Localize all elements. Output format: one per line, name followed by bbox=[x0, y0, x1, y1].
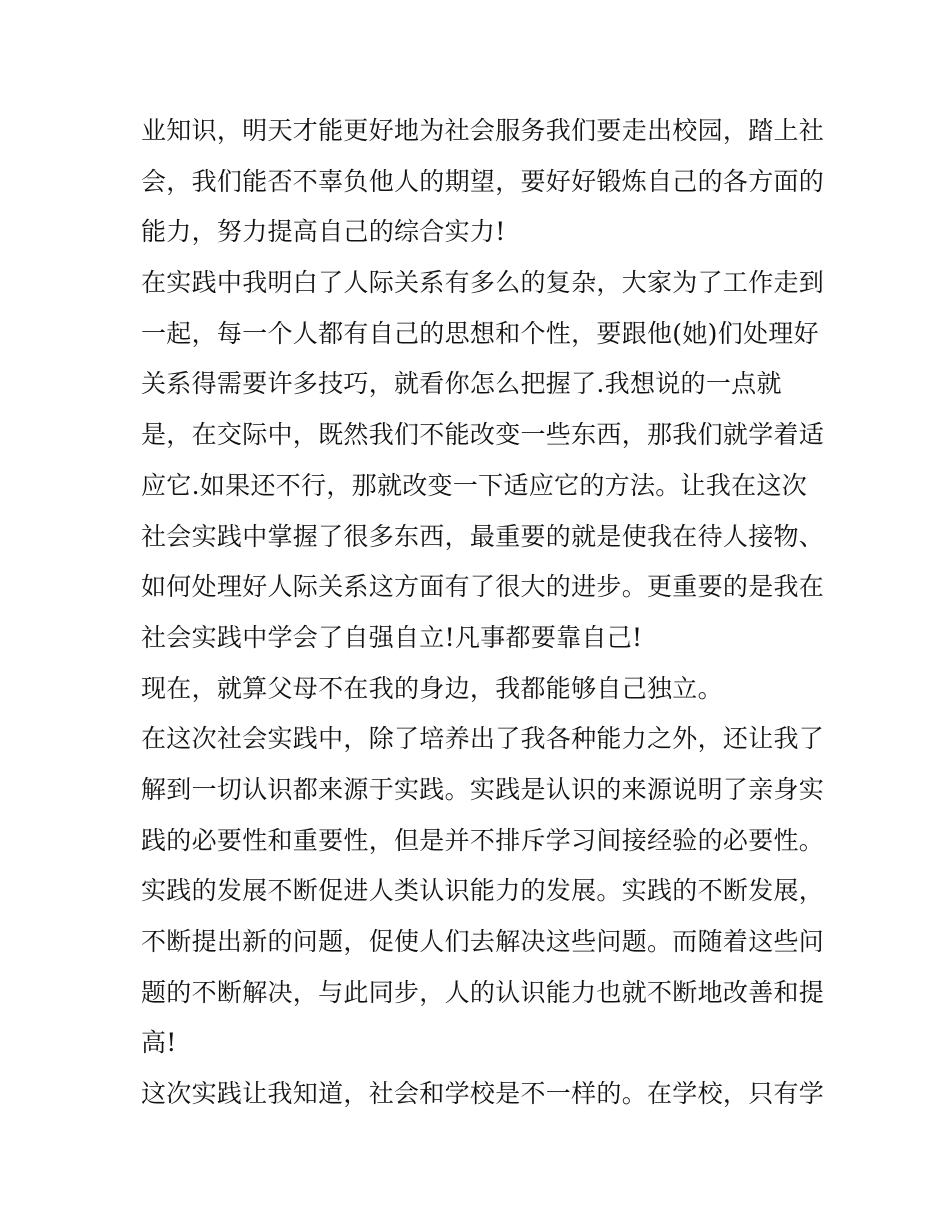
text-line: 在这次社会实践中，除了培养出了我各种能力之外，还让我了 bbox=[141, 724, 825, 754]
text-line: 题的不断解决，与此同步，人的认识能力也就不断地改善和提 bbox=[141, 977, 825, 1007]
text-line: 不断提出新的问题，促使人们去解决这些问题。而随着这些问 bbox=[141, 927, 825, 956]
text-line: 应它.如果还不行，那就改变一下适应它的方法。让我在这次 bbox=[141, 470, 808, 500]
text-line: 这次实践让我知道，社会和学校是不一样的。在学校，只有学 bbox=[141, 1079, 825, 1109]
text-line: 践的必要性和重要性，但是并不排斥学习间接经验的必要性。 bbox=[141, 825, 825, 855]
text-line: 关系得需要许多技巧，就看你怎么把握了.我想说的一点就 bbox=[141, 369, 782, 399]
text-line: 业知识，明天才能更好地为社会服务我们要走出校园，踏上社 bbox=[141, 116, 825, 145]
text-line: 现在，就算父母不在我的身边，我都能够自己独立。 bbox=[141, 673, 723, 703]
text-line: 能力，努力提高自己的综合实力! bbox=[141, 217, 506, 247]
text-line: 如何处理好人际关系这方面有了很大的进步。更重要的是我在 bbox=[141, 572, 825, 602]
text-line: 在实践中我明白了人际关系有多么的复杂，大家为了工作走到 bbox=[141, 268, 825, 298]
text-line: 是，在交际中，既然我们不能改变一些东西，那我们就学着适 bbox=[141, 420, 825, 450]
text-line: 会，我们能否不辜负他人的期望，要好好锻炼自己的各方面的 bbox=[141, 166, 825, 196]
text-line: 实践的发展不断促进人类认识能力的发展。实践的不断发展， bbox=[141, 876, 825, 906]
text-line: 社会实践中学会了自强自立!凡事都要靠自己! bbox=[141, 622, 643, 652]
text-line: 解到一切认识都来源于实践。实践是认识的来源说明了亲身实 bbox=[141, 774, 825, 804]
document-text-body bbox=[141, 106, 825, 1120]
text-line: 高! bbox=[141, 1028, 177, 1058]
text-line: 一起，每一个人都有自己的思想和个性，要跟他(她)们处理好 bbox=[141, 318, 819, 348]
text-line: 社会实践中掌握了很多东西，最重要的就是使我在待人接物、 bbox=[141, 521, 825, 551]
